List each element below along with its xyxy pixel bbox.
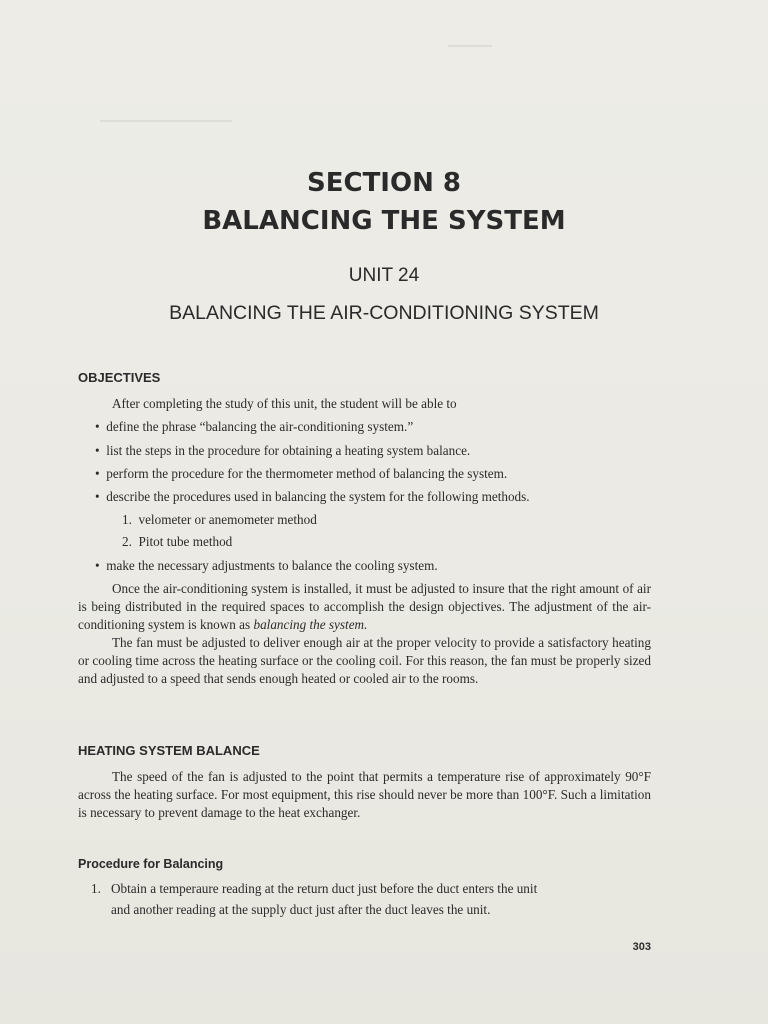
unit-title: BALANCING THE AIR-CONDITIONING SYSTEM bbox=[169, 302, 599, 324]
section-subtitle: BALANCING THE SYSTEM bbox=[202, 206, 566, 236]
procedure-step-line-1: Obtain a temperaure reading at the return duct just before the duct enters the unit bbox=[111, 881, 538, 896]
objective-text: list the steps in the procedure for obtaining a heating system balance. bbox=[106, 443, 471, 458]
body-paragraphs bbox=[78, 580, 651, 688]
page-number: 303 bbox=[632, 941, 651, 953]
objective-text: perform the procedure for the thermometer method of balancing the system. bbox=[106, 466, 508, 481]
bleed-through-decoration: ⎯⎯⎯⎯⎯⎯⎯⎯⎯⎯⎯⎯⎯⎯⎯⎯⎯⎯⎯⎯⎯⎯⎯⎯ bbox=[100, 115, 232, 127]
procedure-heading: Procedure for Balancing bbox=[78, 857, 224, 871]
heating-paragraph-wrap bbox=[78, 768, 651, 822]
method-item-2: 2. Pitot tube method bbox=[122, 534, 233, 549]
objective-text: make the necessary adjustments to balance the cooling system. bbox=[106, 558, 438, 573]
objective-bullet-4: • describe the procedures used in balancing the system for the following methods. bbox=[95, 489, 530, 504]
method-item-1: 1. velometer or anemometer method bbox=[122, 512, 317, 527]
objective-bullet-1: • define the phrase “balancing the air-conditioning system.” bbox=[95, 419, 414, 434]
procedure-step-number: 1. bbox=[91, 881, 101, 896]
objective-bullet-5: • make the necessary adjustments to balance the cooling system. bbox=[95, 558, 438, 573]
unit-number: UNIT 24 bbox=[348, 265, 420, 286]
objectives-heading: OBJECTIVES bbox=[78, 370, 161, 385]
procedure-step-line-2: and another reading at the supply duct just after the duct leaves the unit. bbox=[111, 902, 491, 917]
emphasis-term: balancing the system. bbox=[253, 617, 368, 632]
section-title: SECTION 8 bbox=[307, 168, 461, 198]
paragraph-fan-adjustment: The fan must be adjusted to deliver enough air at the proper velocity to provide a satisfactory heating or cooling time across the heating surface or the cooling coil. For this reason, the fan must be properly sized and adjusted to a speed that sends enough heated or cooled air to the rooms. bbox=[78, 635, 651, 686]
paragraph-balancing-definition: Once the air-conditioning system is installed, it must be adjusted to insure that the right amount of air is being distributed in the required spaces to accomplish the design objectives. The adjustment of the air-conditioning system is known as balancing the system. bbox=[78, 581, 651, 632]
objective-bullet-3: • perform the procedure for the thermometer method of balancing the system. bbox=[95, 466, 508, 481]
heating-balance-heading: HEATING SYSTEM BALANCE bbox=[78, 743, 260, 758]
objective-text: define the phrase “balancing the air-conditioning system.” bbox=[106, 419, 414, 434]
objectives-intro: After completing the study of this unit, the student will be able to bbox=[112, 396, 457, 411]
objective-bullet-2: • list the steps in the procedure for obtaining a heating system balance. bbox=[95, 443, 471, 458]
paragraph-heating-balance: The speed of the fan is adjusted to the point that permits a temperature rise of approximately 90°F across the heating surface. For most equipment, this rise should never be more than 100°F. Such a limitation is necessary to prevent damage to the heat exchanger. bbox=[78, 769, 651, 820]
objective-text: describe the procedures used in balancing the system for the following methods. bbox=[106, 489, 530, 504]
bleed-through-decoration: ⎯⎯⎯⎯⎯⎯⎯⎯ bbox=[448, 40, 492, 52]
